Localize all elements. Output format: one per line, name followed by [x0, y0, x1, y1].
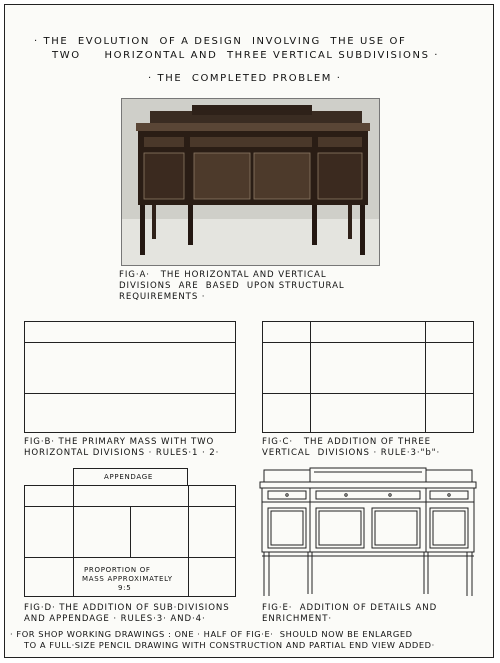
header-line-1: · THE EVOLUTION OF A DESIGN INVOLVING THE USE OF — [34, 36, 407, 47]
fig-d-division-line — [24, 557, 236, 558]
fig-e-caption-1: FIG·E· ADDITION OF DETAILS AND — [262, 603, 438, 613]
fig-b-caption-1: FIG·B· THE PRIMARY MASS WITH TWO — [24, 437, 215, 447]
fig-e-drawing — [256, 466, 480, 600]
fig-b-division-line — [24, 393, 236, 394]
sideboard-photo-image — [122, 99, 380, 266]
fig-d-appendage-label: APPENDAGE — [104, 473, 153, 481]
fig-d-vertical-line — [188, 485, 189, 597]
fig-d-proportion-3: 9:5 — [118, 584, 132, 592]
fig-a-caption-1: FIG·A· THE HORIZONTAL AND VERTICAL — [119, 270, 327, 280]
fig-c-division-line — [262, 393, 474, 394]
footer-line-2: TO A FULL·SIZE PENCIL DRAWING WITH CONSTRUCTION AND PARTIAL END VIEW ADDED· — [24, 640, 435, 650]
fig-d-vertical-line — [73, 485, 74, 597]
header-line-3: · THE COMPLETED PROBLEM · — [148, 73, 342, 84]
fig-b-division-line — [24, 342, 236, 343]
fig-a-caption-2: DIVISIONS ARE BASED UPON STRUCTURAL — [119, 281, 345, 291]
fig-d-caption-2: AND APPENDAGE · RULES·3· AND·4· — [24, 614, 206, 624]
fig-c-vertical-line — [310, 321, 311, 433]
fig-c-vertical-line — [425, 321, 426, 433]
fig-b-diagram — [24, 321, 236, 433]
fig-c-caption-2: VERTICAL DIVISIONS · RULE·3·"b"· — [262, 448, 441, 458]
fig-c-division-line — [262, 342, 474, 343]
fig-b-caption-2: HORIZONTAL DIVISIONS · RULES·1 · 2· — [24, 448, 220, 458]
header-line-2: TWO HORIZONTAL AND THREE VERTICAL SUBDIVISIONS · — [52, 50, 440, 61]
fig-d-subdivision-line — [130, 506, 131, 557]
fig-c-diagram — [262, 321, 474, 433]
fig-e-caption-2: ENRICHMENT· — [262, 614, 332, 624]
footer-line-1: · FOR SHOP WORKING DRAWINGS : ONE · HALF OF FIG·E· SHOULD NOW BE ENLARGED — [10, 629, 413, 639]
fig-d-caption-1: FIG·D· THE ADDITION OF SUB·DIVISIONS — [24, 603, 230, 613]
fig-a-caption-3: REQUIREMENTS · — [119, 292, 206, 302]
fig-a-photo — [121, 98, 380, 266]
fig-d-proportion-1: PROPORTION OF — [84, 566, 151, 574]
fig-c-caption-1: FIG·C· THE ADDITION OF THREE — [262, 437, 432, 447]
fig-d-proportion-2: MASS APPROXIMATELY — [82, 575, 173, 583]
